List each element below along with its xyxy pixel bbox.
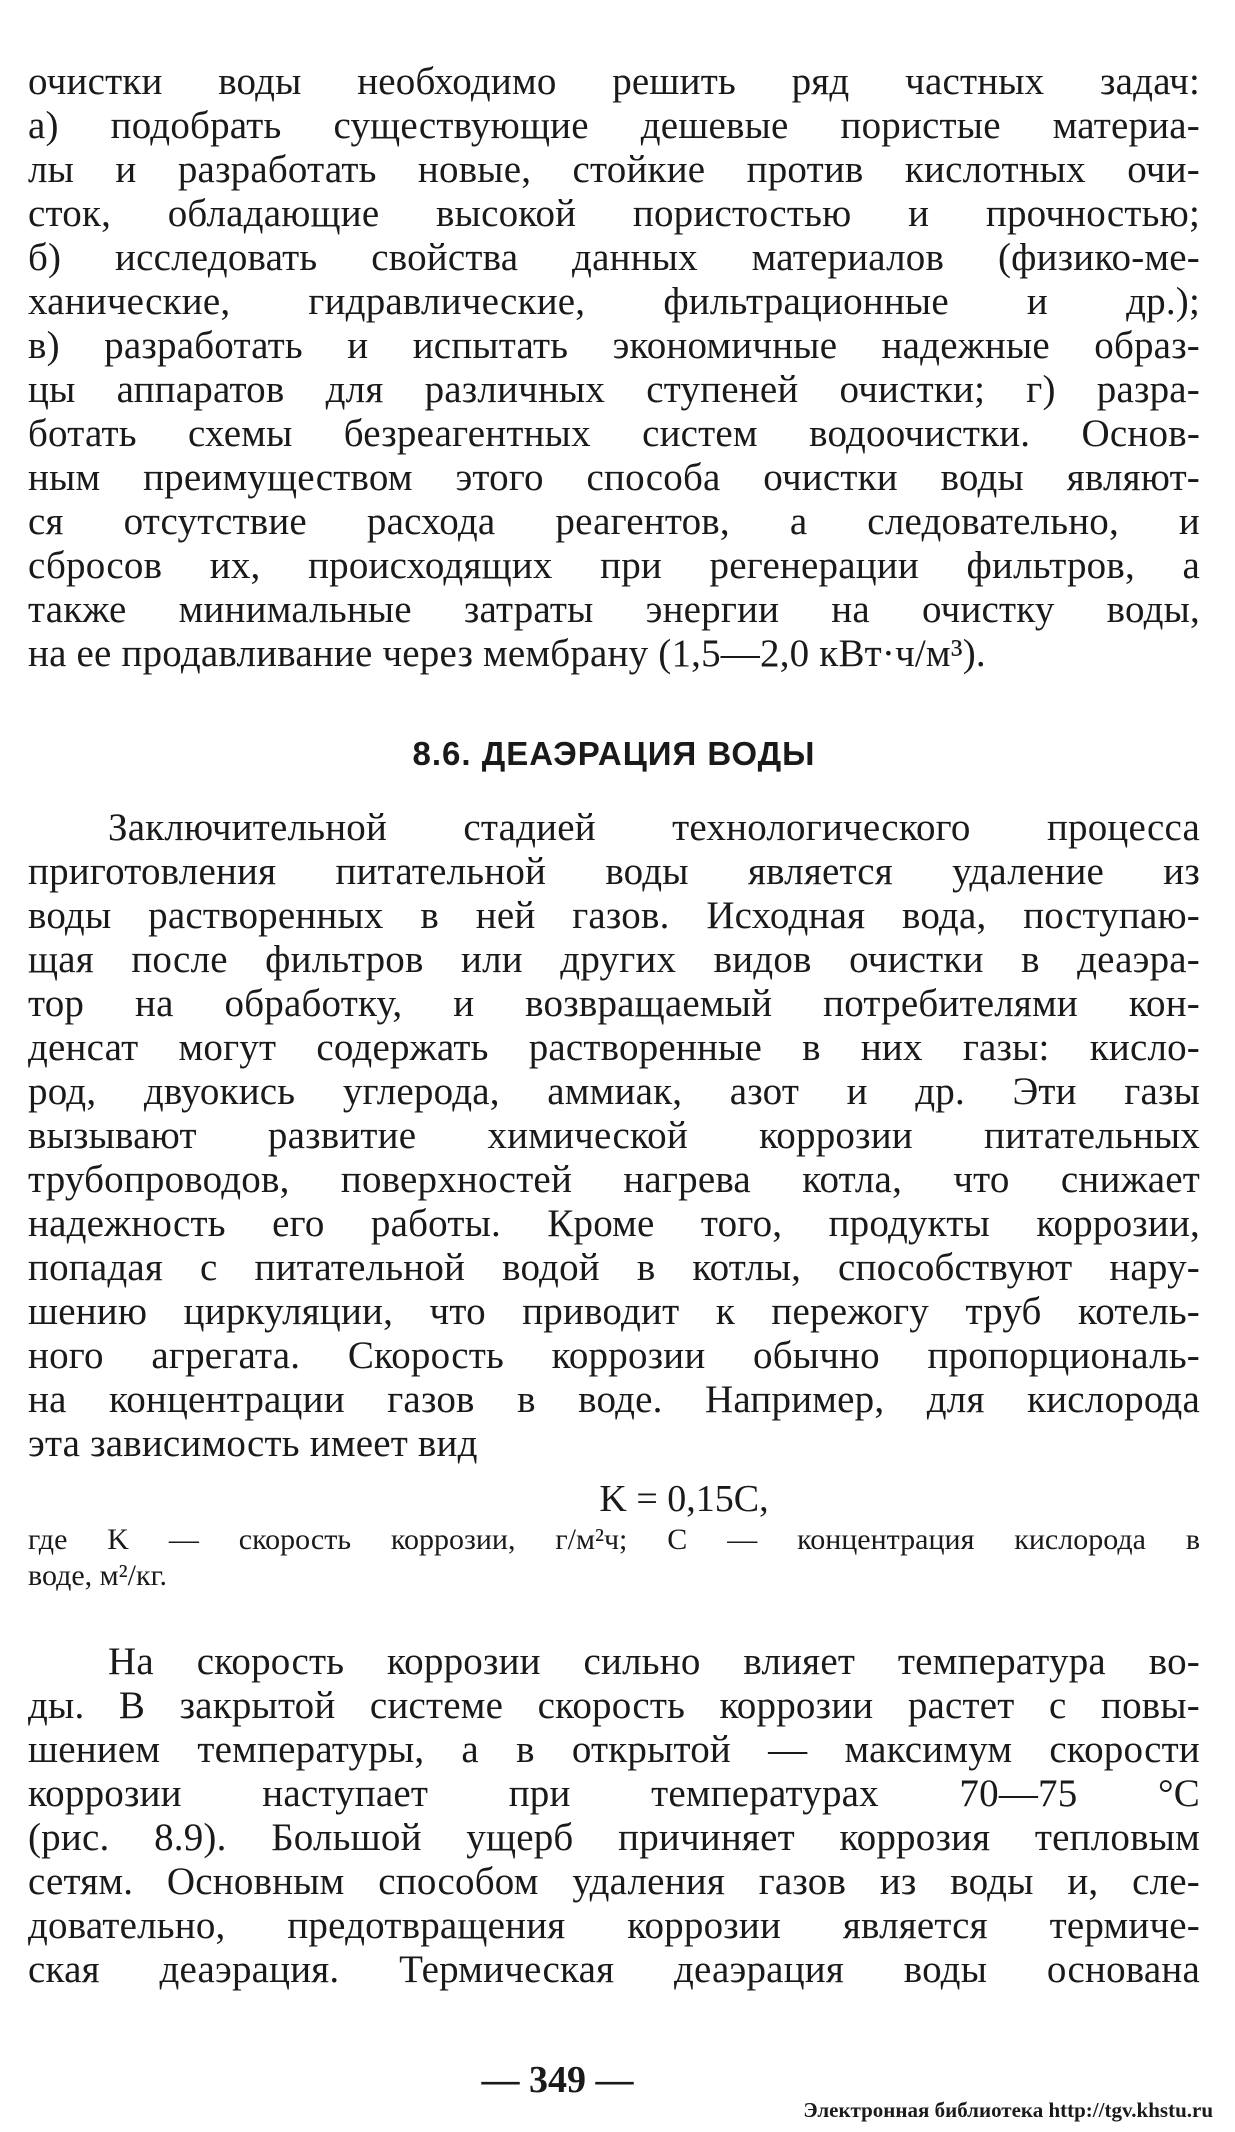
text-line: эта зависимость имеет вид bbox=[28, 1422, 478, 1465]
text-line: в) разработать и испытать экономичные надежные образ- bbox=[28, 324, 1200, 367]
text-line: сбросов их, происходящих при регенерации фильтров, а bbox=[28, 544, 1200, 587]
library-footer: Электронная библиотека http://tgv.khstu.ru bbox=[803, 2098, 1213, 2122]
text-line: приготовления питательной воды является удаление из bbox=[28, 850, 1200, 893]
note-line: где K — скорость коррозии, г/м²ч; C — концентрация кислорода в bbox=[28, 1523, 1200, 1556]
text-line: надежность его работы. Кроме того, продукты коррозии, bbox=[28, 1202, 1200, 1245]
page-number: — 349 — bbox=[481, 2059, 634, 2101]
text-line: лы и разработать новые, стойкие против кислотных очи- bbox=[28, 148, 1200, 191]
text-line: шению циркуляции, что приводит к пережогу труб котель- bbox=[28, 1290, 1200, 1333]
paragraph-temperature bbox=[28, 1640, 1200, 1992]
text-line: тор на обработку, и возвращаемый потребителями кон- bbox=[28, 982, 1200, 1025]
text-line: денсат могут содержать растворенные в них газы: кисло- bbox=[28, 1026, 1200, 1069]
text-line: ды. В закрытой системе скорость коррозии растет с повы- bbox=[28, 1684, 1200, 1727]
section-heading: 8.6. ДЕАЭРАЦИЯ ВОДЫ bbox=[412, 735, 816, 772]
text-line: ботать схемы безреагентных систем водоочистки. Основ- bbox=[28, 412, 1200, 455]
text-line: также минимальные затраты энергии на очистку воды, bbox=[28, 588, 1200, 631]
text-line: вызывают развитие химической коррозии питательных bbox=[28, 1114, 1200, 1157]
paragraph-deaeration-intro bbox=[28, 806, 1200, 1466]
text-line: очистки воды необходимо решить ряд частных задач: bbox=[28, 60, 1200, 103]
text-line: На скорость коррозии сильно влияет температура во- bbox=[108, 1640, 1200, 1683]
text-line: ханические, гидравлические, фильтрационные и др.); bbox=[28, 280, 1200, 323]
text-line: ся отсутствие расхода реагентов, а следовательно, и bbox=[28, 500, 1200, 543]
text-line: род, двуокись углерода, аммиак, азот и др. Эти газы bbox=[28, 1070, 1200, 1113]
text-line: щая после фильтров или других видов очистки в деаэра- bbox=[28, 938, 1200, 981]
text-line: б) исследовать свойства данных материалов (физико-ме- bbox=[28, 236, 1200, 279]
text-line: шением температуры, а в открытой — максимум скорости bbox=[28, 1728, 1200, 1771]
text-line: а) подобрать существующие дешевые пористые материа- bbox=[28, 104, 1200, 147]
text-line: ного агрегата. Скорость коррозии обычно пропорциональ- bbox=[28, 1334, 1200, 1377]
formula: K = 0,15C, bbox=[599, 1478, 769, 1520]
text-line: на ее продавливание через мембрану (1,5—2,0 кВт·ч/м³). bbox=[28, 632, 986, 675]
text-line: воды растворенных в ней газов. Исходная вода, поступаю- bbox=[28, 894, 1200, 937]
page-body bbox=[28, 60, 1200, 1992]
text-line: (рис. 8.9). Большой ущерб причиняет коррозия тепловым bbox=[28, 1816, 1200, 1859]
paragraph-continuation bbox=[28, 60, 1200, 676]
formula-note bbox=[28, 1522, 1200, 1594]
text-line: ская деаэрация. Термическая деаэрация воды основана bbox=[28, 1948, 1200, 1991]
text-line: довательно, предотвращения коррозии является термиче- bbox=[28, 1904, 1200, 1947]
text-line: сетям. Основным способом удаления газов из воды и, сле- bbox=[28, 1860, 1200, 1903]
text-line: трубопроводов, поверхностей нагрева котла, что снижает bbox=[28, 1158, 1200, 1201]
text-line: ным преимуществом этого способа очистки воды являют- bbox=[28, 456, 1200, 499]
text-line: коррозии наступает при температурах 70—75 °С bbox=[28, 1772, 1200, 1815]
text-line: сток, обладающие высокой пористостью и прочностью; bbox=[28, 192, 1200, 235]
text-line: на концентрации газов в воде. Например, для кислорода bbox=[28, 1378, 1200, 1421]
note-line: воде, м²/кг. bbox=[28, 1559, 167, 1592]
text-line: цы аппаратов для различных ступеней очистки; г) разра- bbox=[28, 368, 1200, 411]
text-line: Заключительной стадией технологического процесса bbox=[108, 806, 1200, 849]
text-line: попадая с питательной водой в котлы, способствуют нару- bbox=[28, 1246, 1200, 1289]
